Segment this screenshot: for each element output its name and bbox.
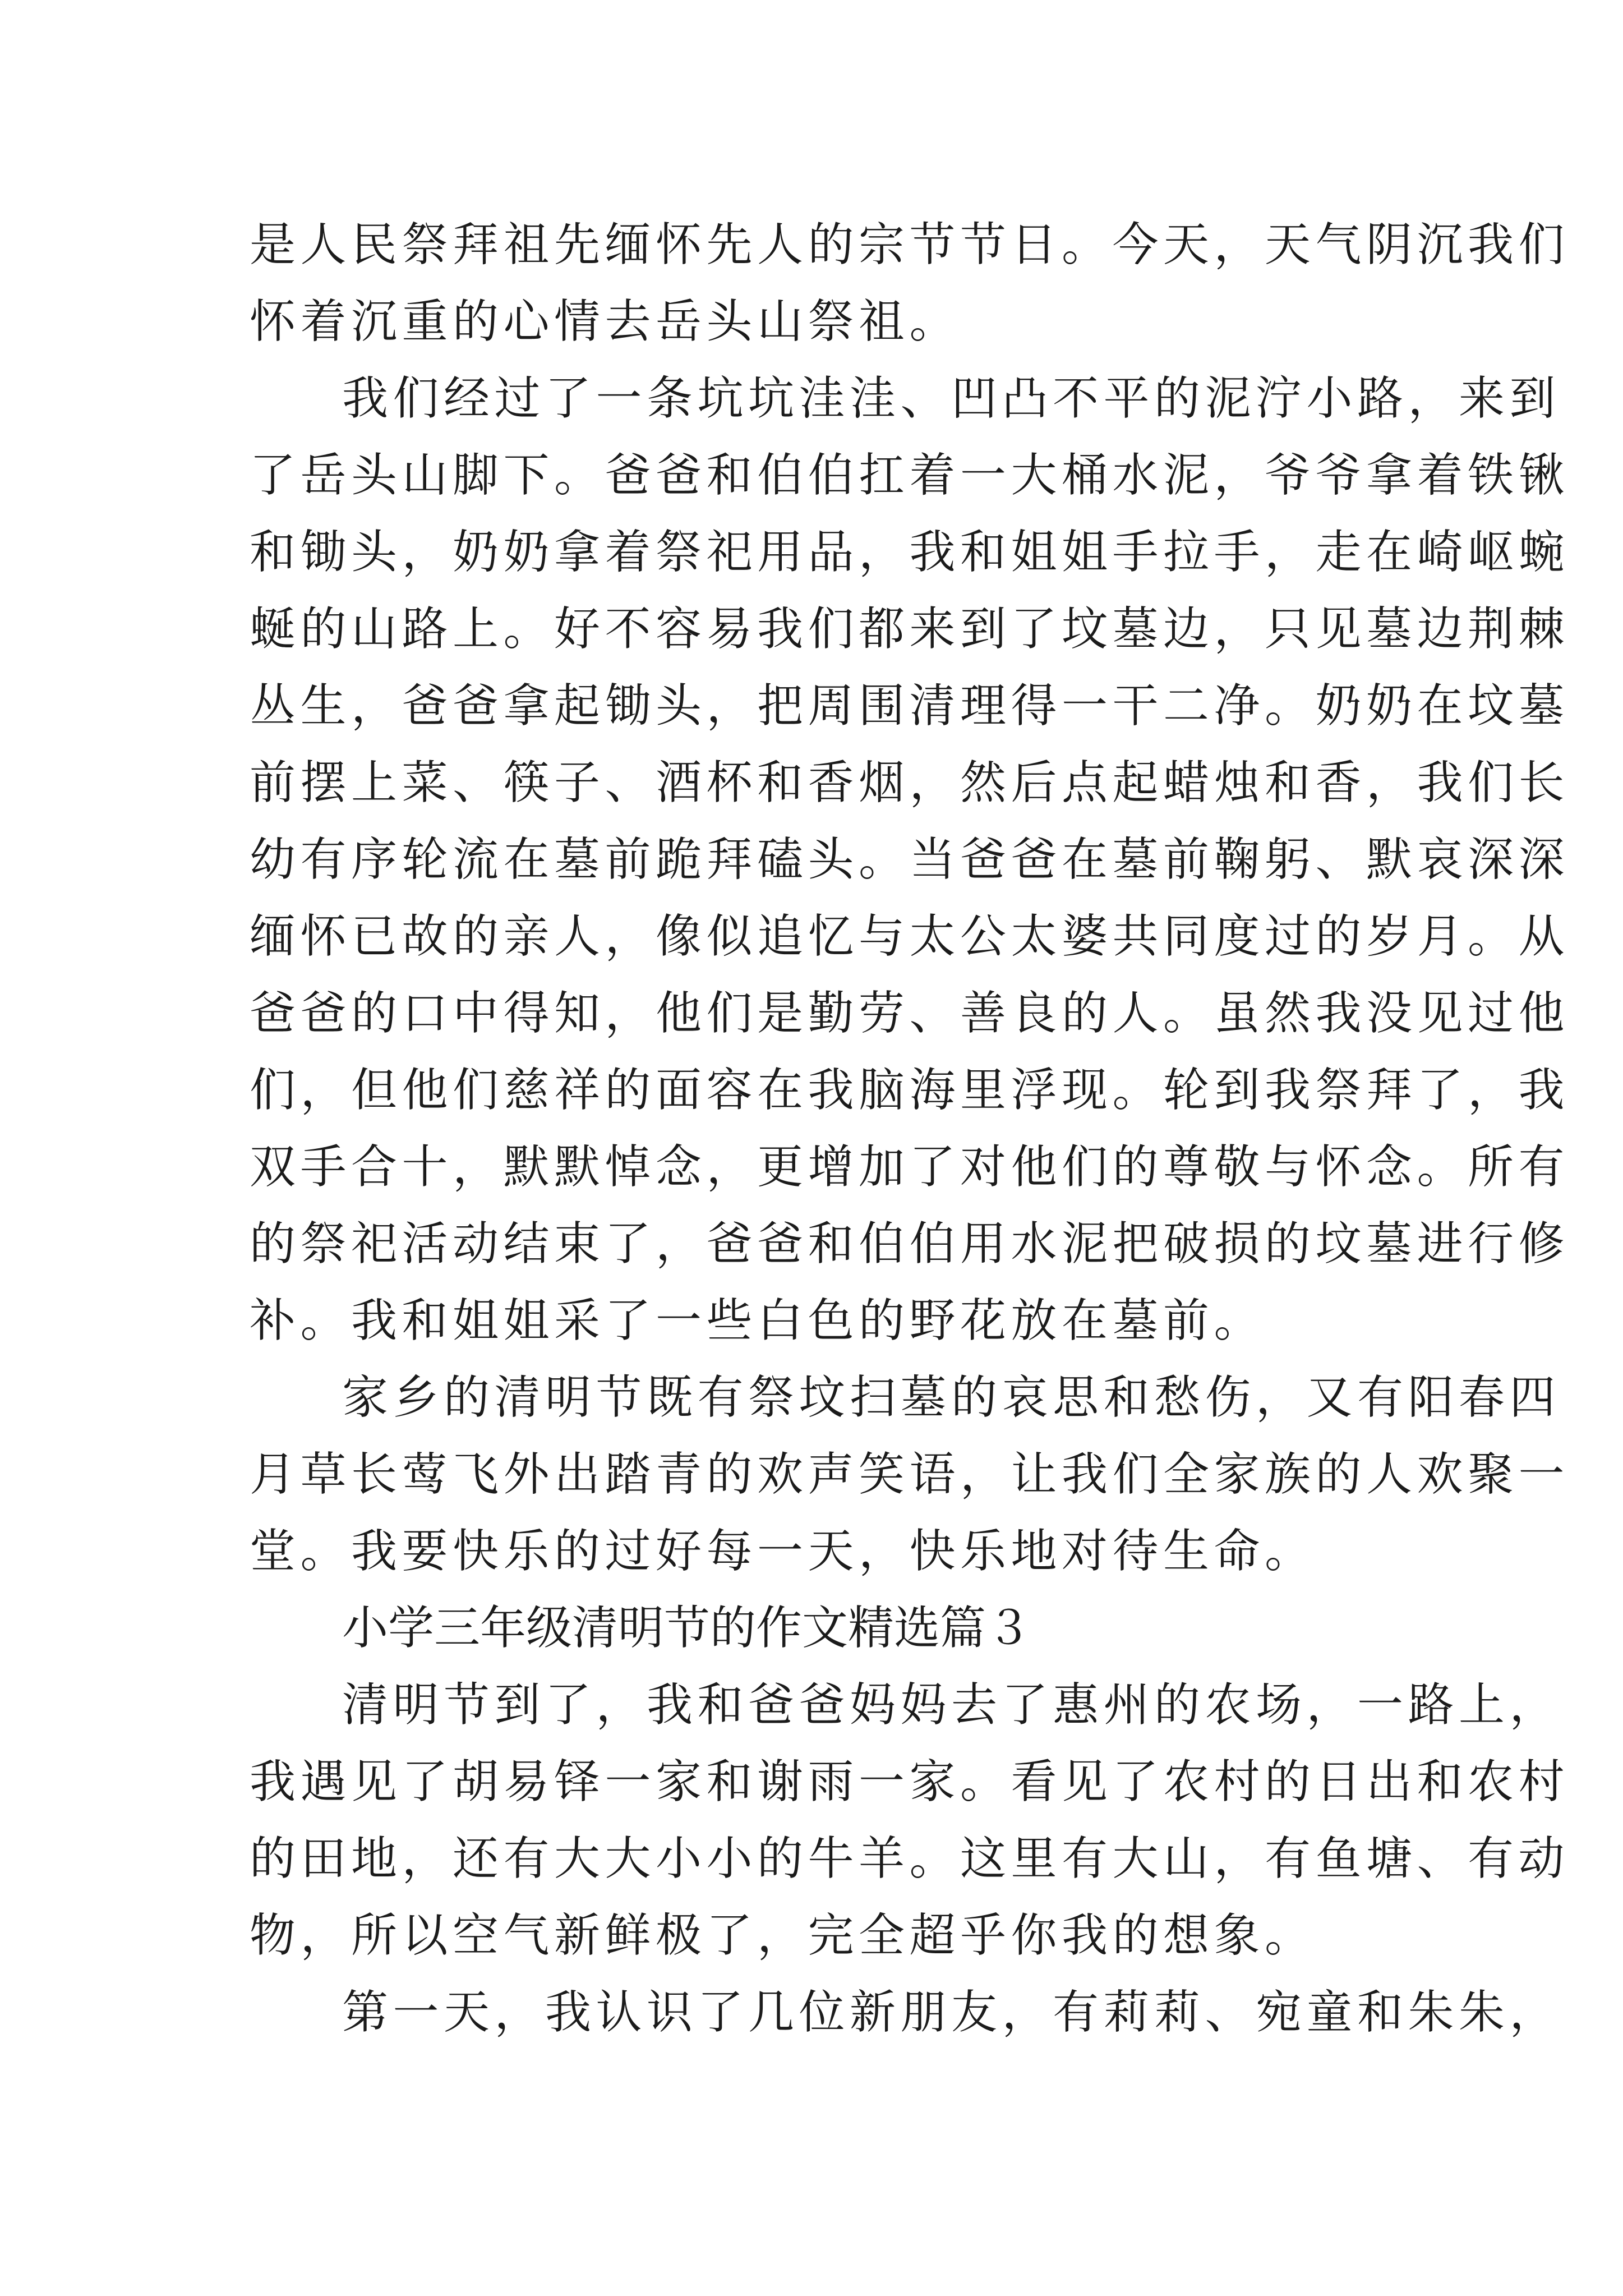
text-line: 月草长莺飞外出踏青的欢声笑语，让我们全家族的人欢聚一	[250, 1448, 1570, 1501]
paragraph-start-line: 清明节到了，我和爸爸妈妈去了惠州的农场，一路上，	[342, 1678, 1561, 1732]
text-line: 双手合十，默默悼念，更增加了对他们的尊敬与怀念。所有	[250, 1140, 1570, 1194]
text-line: 堂。我要快乐的过好每一天，快乐地对待生命。	[250, 1525, 1316, 1578]
paragraph-start-line: 我们经过了一条坑坑洼洼、凹凸不平的泥泞小路，来到	[342, 372, 1561, 425]
text-line: 缅怀已故的亲人，像似追忆与太公太婆共同度过的岁月。从	[250, 910, 1570, 963]
text-line: 是人民祭拜祖先缅怀先人的宗节节日。今天，天气阴沉我们	[250, 218, 1570, 272]
text-line: 的田地，还有大大小小的牛羊。这里有大山，有鱼塘、有动	[250, 1832, 1570, 1885]
text-line: 了岳头山脚下。爸爸和伯伯扛着一大桶水泥，爷爷拿着铁锹	[250, 449, 1570, 502]
section-heading: 小学三年级清明节的作文精选篇３	[342, 1602, 1032, 1655]
text-line: 幼有序轮流在墓前跪拜磕头。当爸爸在墓前鞠躬、默哀深深	[250, 833, 1570, 886]
text-line: 前摆上菜、筷子、酒杯和香烟，然后点起蜡烛和香，我们长	[250, 756, 1570, 809]
paragraph-start-line: 第一天，我认识了几位新朋友，有莉莉、宛童和朱朱，	[342, 1986, 1561, 2039]
text-line: 们，但他们慈祥的面容在我脑海里浮现。轮到我祭拜了，我	[250, 1064, 1570, 1117]
text-line: 丛生，爸爸拿起锄头，把周围清理得一干二净。奶奶在坟墓	[250, 679, 1570, 733]
text-line: 补。我和姐姐采了一些白色的野花放在墓前。	[250, 1294, 1265, 1347]
text-line: 怀着沉重的心情去岳头山祭祖。	[250, 295, 961, 348]
text-line: 蜒的山路上。好不容易我们都来到了坟墓边，只见墓边荆棘	[250, 602, 1570, 656]
paragraph-start-line: 家乡的清明节既有祭坟扫墓的哀思和愁伤，又有阳春四	[342, 1371, 1561, 1424]
text-line: 我遇见了胡易铎一家和谢雨一家。看见了农村的日出和农村	[250, 1755, 1570, 1809]
text-line: 物，所以空气新鲜极了，完全超乎你我的想象。	[250, 1909, 1316, 1962]
text-line: 的祭祀活动结束了，爸爸和伯伯用水泥把破损的坟墓进行修	[250, 1217, 1570, 1271]
text-line: 爸爸的口中得知，他们是勤劳、善良的人。虽然我没见过他	[250, 987, 1570, 1040]
text-line: 和锄头，奶奶拿着祭祀用品，我和姐姐手拉手，走在崎岖蜿	[250, 526, 1570, 579]
